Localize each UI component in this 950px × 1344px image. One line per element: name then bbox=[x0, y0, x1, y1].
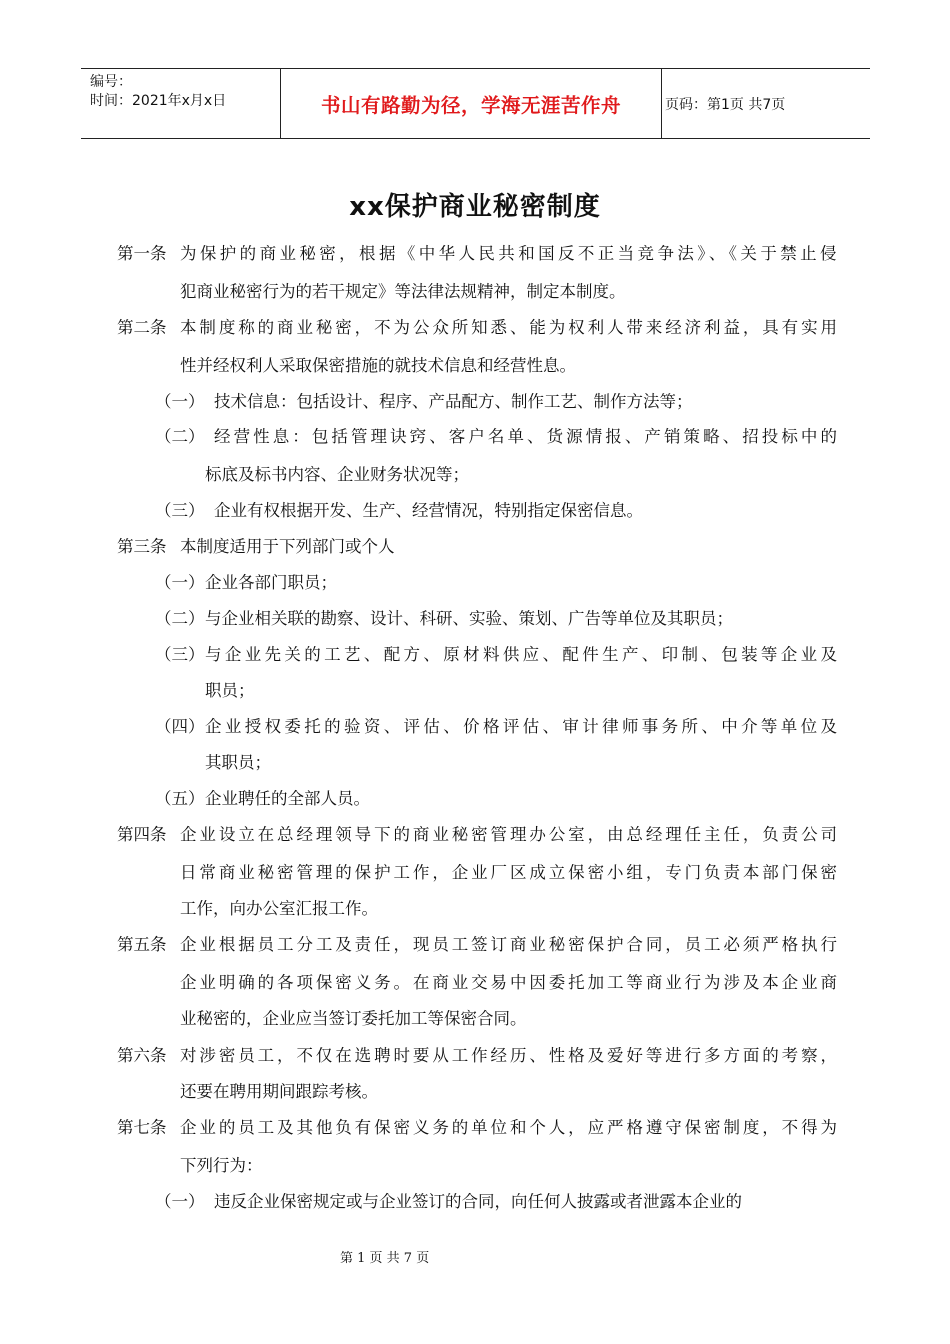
article-label: 第六条 bbox=[117, 1046, 167, 1065]
header-motto: 书山有路勤为径，学海无涯苦作舟 bbox=[320, 93, 621, 117]
article-text-line: 犯商业秘密行为的若干规定》等法律法规精神，制定本制度。 bbox=[180, 282, 626, 301]
article-text-line: 标底及标书内容、企业财务状况等； bbox=[205, 465, 469, 484]
article-text-line: 企业设立在总经理领导下的商业秘密管理办公室，由总经理任主任，负责公司 bbox=[180, 825, 840, 844]
article-label: 第二条 bbox=[117, 318, 167, 337]
article-label: （一） bbox=[155, 392, 205, 411]
article-text-line: 性并经权利人采取保密措施的就技术信息和经营性息。 bbox=[180, 356, 576, 375]
header-meta bbox=[81, 69, 281, 138]
article-text-line: 技术信息：包括设计、程序、产品配方、制作工艺、制作方法等； bbox=[214, 392, 693, 411]
article-text-line: 下列行为： bbox=[180, 1156, 263, 1175]
article-text-line: 企业授权委托的验资、评估、价格评估、审计律师事务所、中介等单位及 bbox=[205, 717, 841, 736]
article-text-line: 企业明确的各项保密义务。在商业交易中因委托加工等商业行为涉及本企业商 bbox=[180, 973, 840, 992]
article-text-line: 本制度称的商业秘密，不为公众所知悉、能为权利人带来经济利益，具有实用 bbox=[180, 318, 840, 337]
article-text-line: 与企业相关联的勘察、设计、科研、实验、策划、广告等单位及其职员； bbox=[205, 609, 733, 628]
header-motto-cell bbox=[281, 69, 662, 138]
article-label: 第七条 bbox=[117, 1118, 167, 1137]
article-label: （五） bbox=[155, 789, 205, 808]
article-label: 第一条 bbox=[117, 244, 167, 263]
page-header bbox=[81, 68, 870, 139]
article-label: 第三条 bbox=[117, 537, 167, 556]
page-footer: 第 1 页 共 7 页 bbox=[340, 1251, 430, 1266]
article-label: （二） bbox=[155, 609, 205, 628]
article-text-line: 为保护的商业秘密，根据《中华人民共和国反不正当竞争法》、《关于禁止侵 bbox=[180, 244, 840, 263]
article-label: （三） bbox=[155, 501, 205, 520]
article-label: （一） bbox=[155, 1192, 205, 1211]
article-text-line: 日常商业秘密管理的保护工作，企业厂区成立保密小组，专门负责本部门保密 bbox=[180, 863, 840, 882]
article-text-line: 还要在聘用期间跟踪考核。 bbox=[180, 1082, 378, 1101]
article-text-line: 职员； bbox=[205, 681, 255, 700]
header-page-info: 页码：第1页 共7页 bbox=[665, 96, 786, 113]
article-label: （二） bbox=[155, 427, 205, 446]
article-label: （三） bbox=[155, 645, 205, 664]
article-text-line: 对涉密员工，不仅在选聘时要从工作经历、性格及爱好等进行多方面的考察， bbox=[180, 1046, 840, 1065]
article-text-line: 企业根据员工分工及责任，现员工签订商业秘密保护合同，员工必须严格执行 bbox=[180, 935, 840, 954]
article-text-line: 违反企业保密规定或与企业签订的合同，向任何人披露或者泄露本企业的 bbox=[214, 1192, 742, 1211]
article-text-line: 企业的员工及其他负有保密义务的单位和个人，应严格遵守保密制度，不得为 bbox=[180, 1118, 840, 1137]
article-label: （四） bbox=[155, 717, 205, 736]
article-label: （一） bbox=[155, 573, 205, 592]
article-text-line: 工作，向办公室汇报工作。 bbox=[180, 899, 378, 918]
document-number-label: 编号： bbox=[90, 74, 132, 90]
article-text-line: 企业有权根据开发、生产、经营情况，特别指定保密信息。 bbox=[214, 501, 643, 520]
document-title: xx保护商业秘密制度 bbox=[349, 192, 601, 222]
article-text-line: 业秘密的，企业应当签订委托加工等保密合同。 bbox=[180, 1009, 527, 1028]
article-label: 第五条 bbox=[117, 935, 167, 954]
article-label: 第四条 bbox=[117, 825, 167, 844]
article-text-line: 企业聘任的全部人员。 bbox=[205, 789, 370, 808]
article-text-line: 经营性息：包括管理诀窍、客户名单、货源情报、产销策略、招投标中的 bbox=[214, 427, 841, 446]
article-text-line: 其职员； bbox=[205, 753, 271, 772]
article-text-line: 企业各部门职员； bbox=[205, 573, 337, 592]
document-date-label: 时间：2021年x月x日 bbox=[90, 93, 227, 109]
article-text-line: 与企业先关的工艺、配方、原材料供应、配件生产、印制、包装等企业及 bbox=[205, 645, 841, 664]
article-text-line: 本制度适用于下列部门或个人 bbox=[180, 537, 395, 556]
